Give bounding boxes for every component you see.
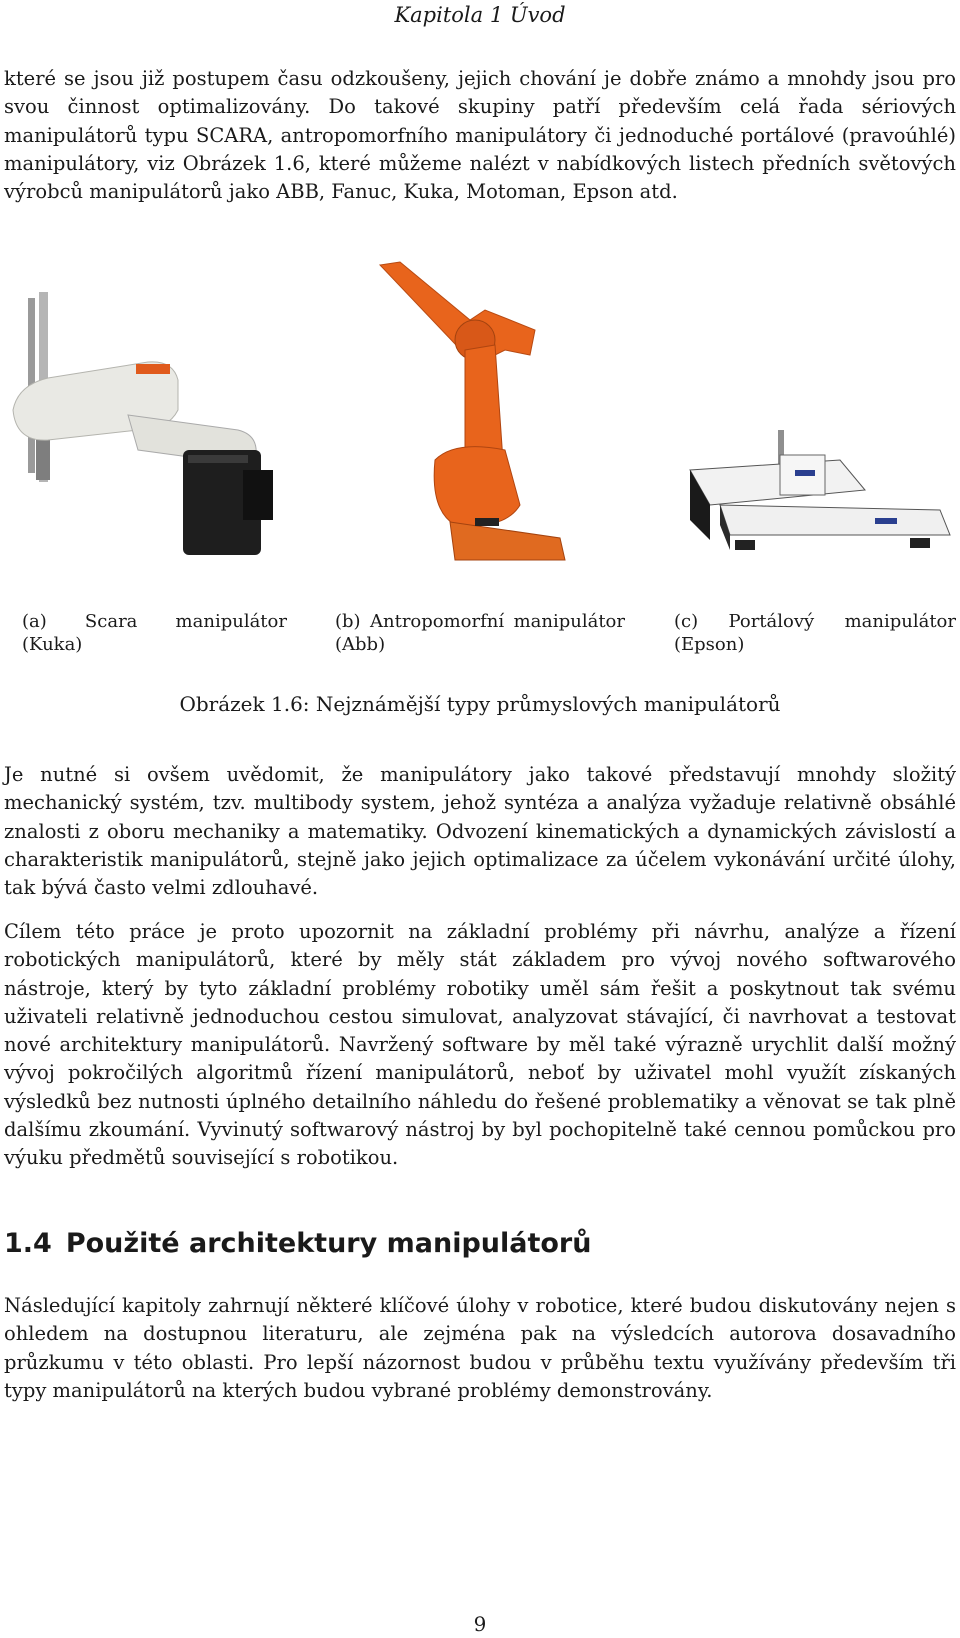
subcaption-a: (a) Scara manipulátor (Kuka) bbox=[22, 611, 287, 655]
scara-robot-image bbox=[8, 290, 288, 565]
paragraph-mechanics: Je nutné si ovšem uvědomit, že manipulátory jako takové představují mnohdy složitý mechanický systém, tzv. multibody system, jehož syntéza a analýza vyžaduje relativně obsáhlé znalosti z oboru mechaniky a matematiky. Odvození kinematických a dynamických závislostí a charakteristik manipulátorů, stejně jako jejich optimalizace za účelem vykonávání určité úlohy, tak bývá často velmi zdlouhavé. bbox=[4, 763, 956, 900]
page-number: 9 bbox=[473, 1612, 487, 1636]
section-heading bbox=[4, 1226, 591, 1262]
subcaption-b: (b) Antropomorfní manipulátor (Abb) bbox=[335, 611, 625, 655]
subcaption-c: (c) Portálový manipulátor (Epson) bbox=[674, 611, 956, 655]
paragraph-goal: Cílem této práce je proto upozornit na základní problémy při návrhu, analýze a řízení robotických manipulátorů, které by měly stát základem pro vývoj nového softwarového nástroje, který by tyto základní problémy robotiky uměl sám řešit a poskytnout tak svému uživateli relativně jednoduchou cestou simulovat, analyzovat stávající, či navrhovat a testovat nové architektury manipulátorů. Navržený software by měl také výrazně urychlit další možný vývoj pokročilých algoritmů řízení manipulátorů, neboť by uživatel mohl využít získaných výsledků bez nutnosti úplného detailního náhledu do řešené problematiky a věnovat se tak plně dalšímu zkoumání. Vyvinutý softwarový nástroj by byl pochopitelně také cennou pomůckou pro výuku předmětů související s robotikou. bbox=[4, 920, 956, 1170]
epson-robot-image bbox=[680, 430, 955, 580]
running-header: Kapitola 1 Úvod bbox=[394, 3, 566, 27]
section-title: Použité architektury manipulátorů bbox=[65, 1228, 592, 1259]
section-number: 1.4 bbox=[4, 1228, 52, 1259]
paragraph-intro: které se jsou již postupem času odzkoušeny, jejich chování je dobře známo a mnohdy jsou pro svou činnost optimalizovány. Do takové skupiny patří především celá řada sériových manipulátorů typu SCARA, antropomorfního manipulátory či jednoduché portálové (pravoúhlé) manipulátory, viz Obrázek 1.6, které můžeme nalézt v nabídkových listech předních světových výrobců manipulátorů jako ABB, Fanuc, Kuka, Motoman, Epson atd. bbox=[4, 67, 956, 204]
abb-robot-image bbox=[355, 260, 595, 590]
figure-caption: Obrázek 1.6: Nejznámější typy průmyslových manipulátorů bbox=[179, 692, 781, 716]
paragraph-following-chapters: Následující kapitoly zahrnují některé klíčové úlohy v robotice, které budou diskutovány nejen s ohledem na dostupnou literaturu, ale zejména pak na výsledcích autorova dosavadního průzkumu v této oblasti. Pro lepší názornost budou v průběhu textu využívány především tři typy manipulátorů na kterých budou vybrané problémy demonstrovány. bbox=[4, 1294, 956, 1402]
